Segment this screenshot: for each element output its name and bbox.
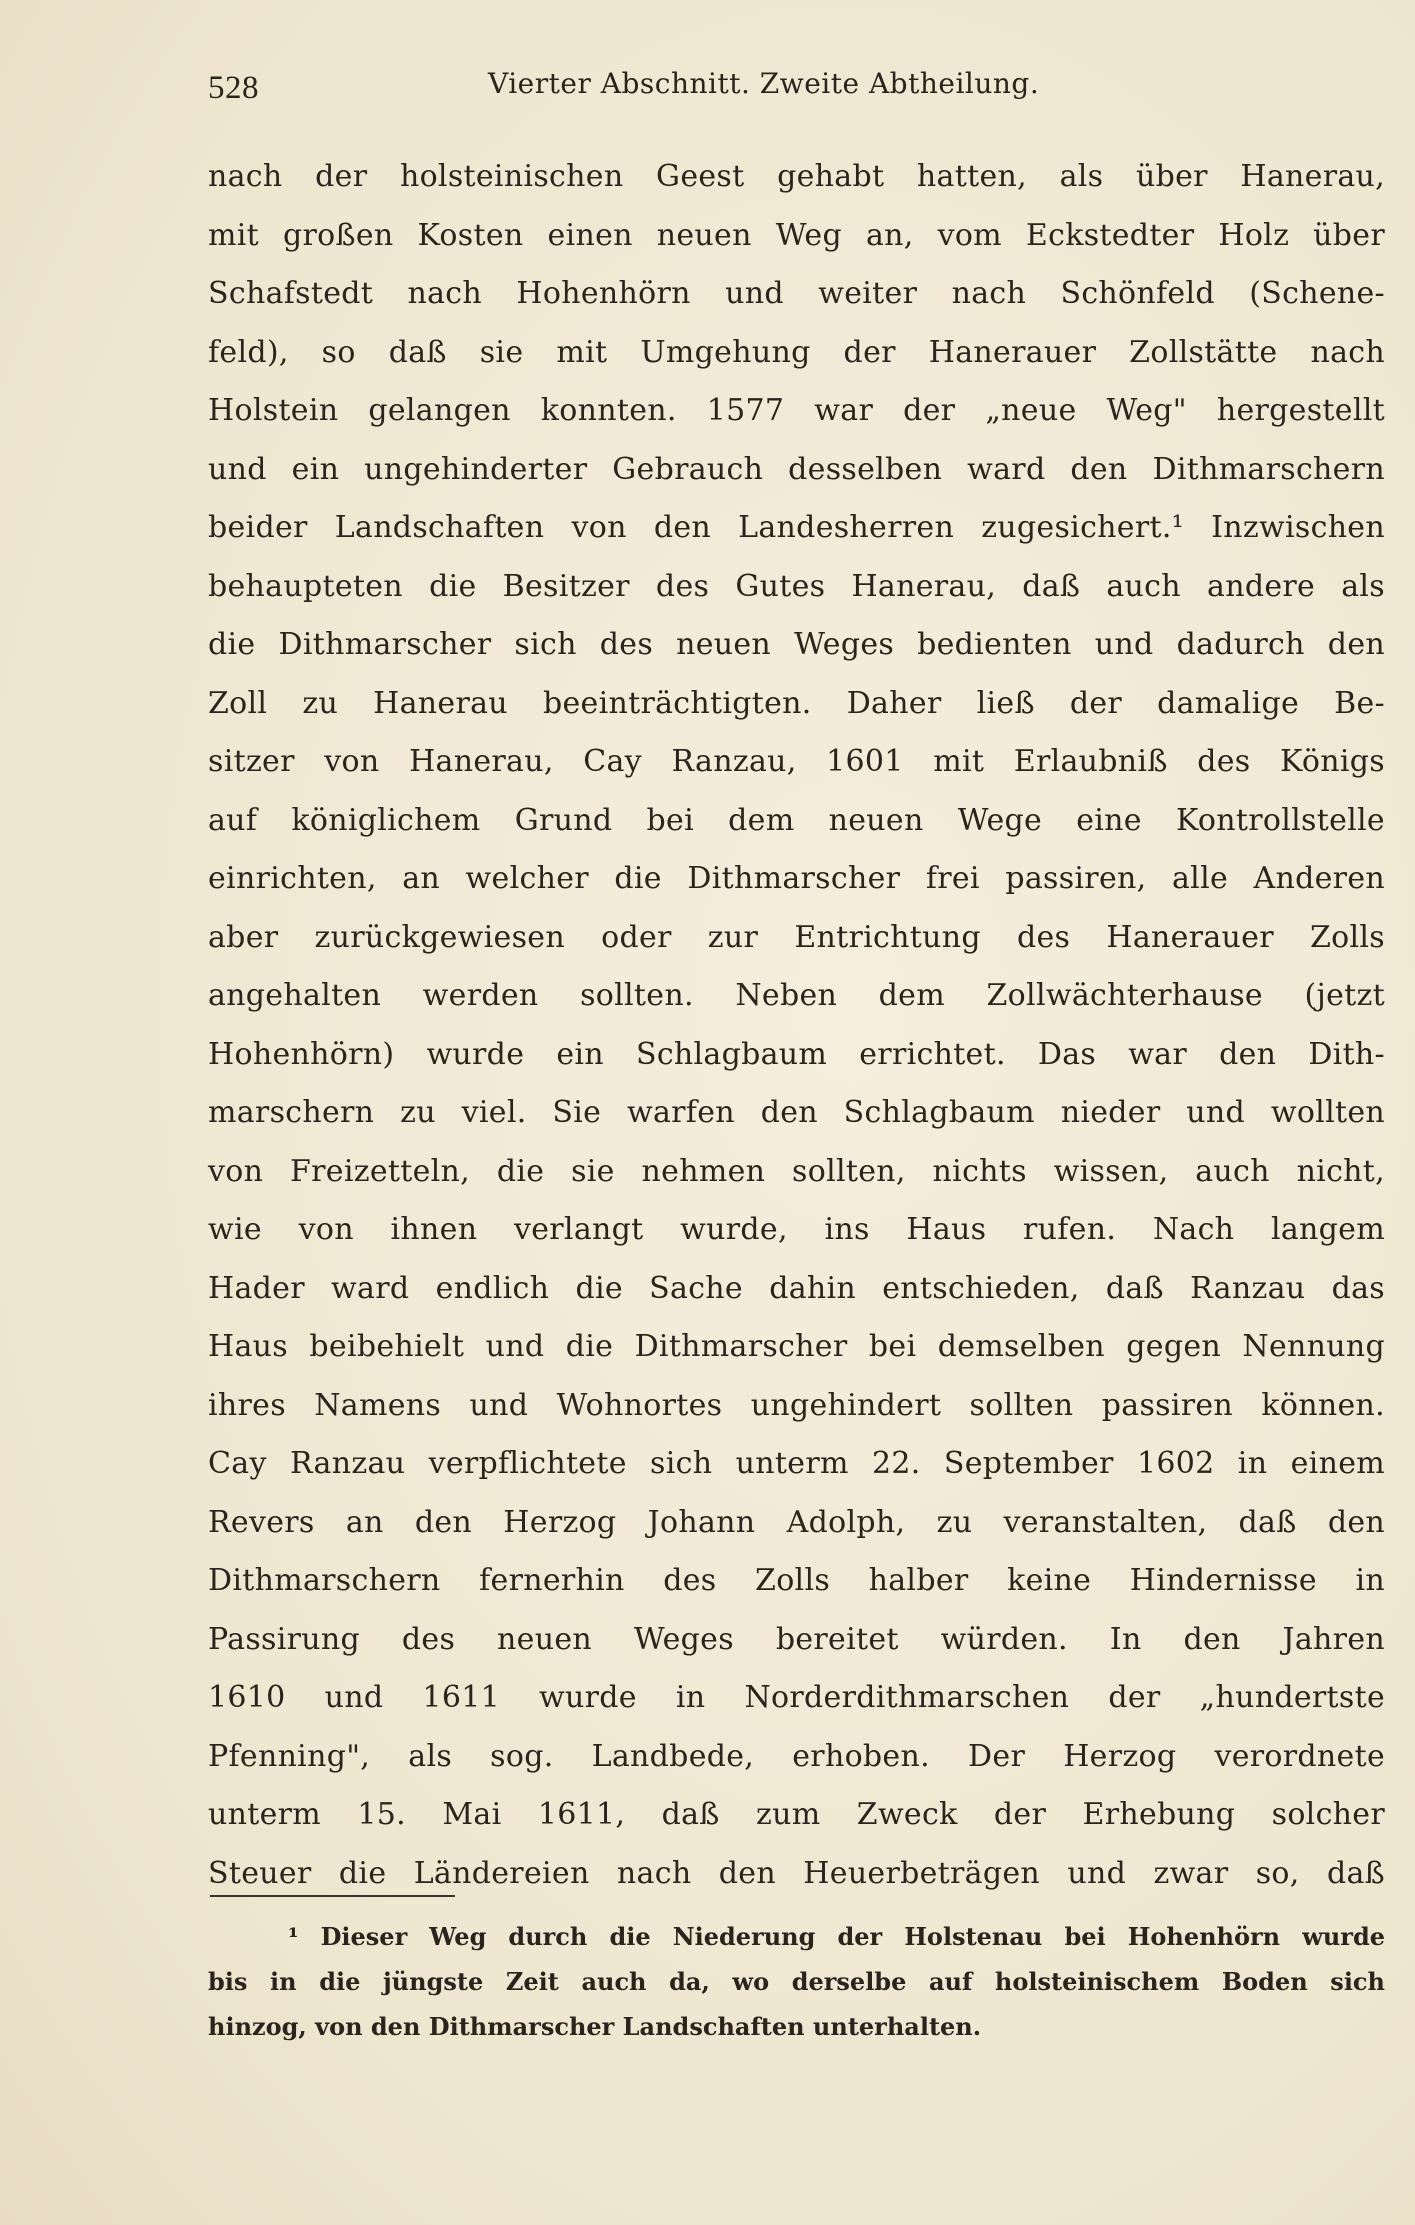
text-line: die Dithmarscher sich des neuen Weges bedienten und dadurch den [208, 627, 1385, 662]
text-line: Steuer die Ländereien nach den Heuerbeträgen und zwar so, daß [208, 1855, 1385, 1891]
text-line: und ein ungehinderter Gebrauch desselben ward den Dithmarschern [208, 451, 1385, 487]
text-line: Zoll zu Hanerau beeinträchtigten. Daher ließ der damalige Be- [208, 685, 1385, 721]
text-line: Schafstedt nach Hohenhörn und weiter nach Schönfeld (Schene- [208, 276, 1385, 311]
page-number: 528 [208, 70, 259, 106]
footnote-line: ¹ Dieser Weg durch die Niederung der Holstenau bei Hohenhörn wurde [288, 1922, 1385, 1951]
text-line: einrichten, an welcher die Dithmarscher frei passiren, alle Anderen [208, 861, 1385, 896]
text-line: unterm 15. Mai 1611, daß zum Zweck der Erhebung solcher [208, 1797, 1385, 1832]
page-header [208, 62, 1108, 112]
text-line: marschern zu viel. Sie warfen den Schlagbaum nieder und wollten [208, 1095, 1385, 1130]
text-line: aber zurückgewiesen oder zur Entrichtung des Hanerauer Zolls [208, 919, 1385, 955]
body-text [208, 148, 1385, 1903]
footnote-divider [210, 1895, 455, 1897]
text-line: von Freizetteln, die sie nehmen sollten, nichts wissen, auch nicht, [208, 1153, 1385, 1189]
text-line: Dithmarschern fernerhin des Zolls halber keine Hindernisse in [208, 1563, 1385, 1598]
running-head: Vierter Abschnitt. Zweite Abtheilung. [488, 67, 1040, 100]
text-line: sitzer von Hanerau, Cay Ranzau, 1601 mit Erlaubniß des Königs [208, 744, 1385, 779]
text-line: Pfenning", als sog. Landbede, erhoben. Der Herzog verordnete [208, 1738, 1385, 1774]
text-line: nach der holsteinischen Geest gehabt hatten, als über Hanerau, [208, 159, 1385, 194]
text-line: Hohenhörn) wurde ein Schlagbaum errichtet. Das war den Dith- [208, 1036, 1385, 1072]
text-line: beider Landschaften von den Landesherren zugesichert.¹ Inzwischen [208, 510, 1385, 545]
text-line: mit großen Kosten einen neuen Weg an, vom Eckstedter Holz über [208, 217, 1385, 253]
text-line: auf königlichem Grund bei dem neuen Wege eine Kontrollstelle [208, 802, 1385, 838]
text-line: 1610 und 1611 wurde in Norderdithmarschen der „hundertste [208, 1680, 1385, 1715]
footnote-line: bis in die jüngste Zeit auch da, wo derselbe auf holsteinischem Boden sich [208, 1967, 1385, 1996]
text-line: Cay Ranzau verpflichtete sich unterm 22. September 1602 in einem [208, 1446, 1385, 1481]
text-line: Passirung des neuen Weges bereitet würden. In den Jahren [208, 1621, 1385, 1657]
text-line: angehalten werden sollten. Neben dem Zollwächterhause (jetzt [208, 978, 1385, 1013]
text-line: Haus beibehielt und die Dithmarscher bei demselben gegen Nennung [208, 1329, 1385, 1364]
text-line: feld), so daß sie mit Umgehung der Hanerauer Zollstätte nach [208, 334, 1385, 370]
footnote-line: hinzog, von den Dithmarscher Landschaften unterhalten. [208, 2012, 982, 2041]
footnotes [208, 1914, 1385, 2049]
text-line: Hader ward endlich die Sache dahin entschieden, daß Ranzau das [208, 1270, 1385, 1306]
text-line: Holstein gelangen konnten. 1577 war der „neue Weg" hergestellt [208, 393, 1385, 428]
text-line: ihres Namens und Wohnortes ungehindert sollten passiren können. [208, 1387, 1385, 1423]
text-line: behaupteten die Besitzer des Gutes Hanerau, daß auch andere als [208, 568, 1385, 604]
text-line: wie von ihnen verlangt wurde, ins Haus rufen. Nach langem [208, 1212, 1385, 1247]
text-line: Revers an den Herzog Johann Adolph, zu veranstalten, daß den [208, 1504, 1385, 1540]
